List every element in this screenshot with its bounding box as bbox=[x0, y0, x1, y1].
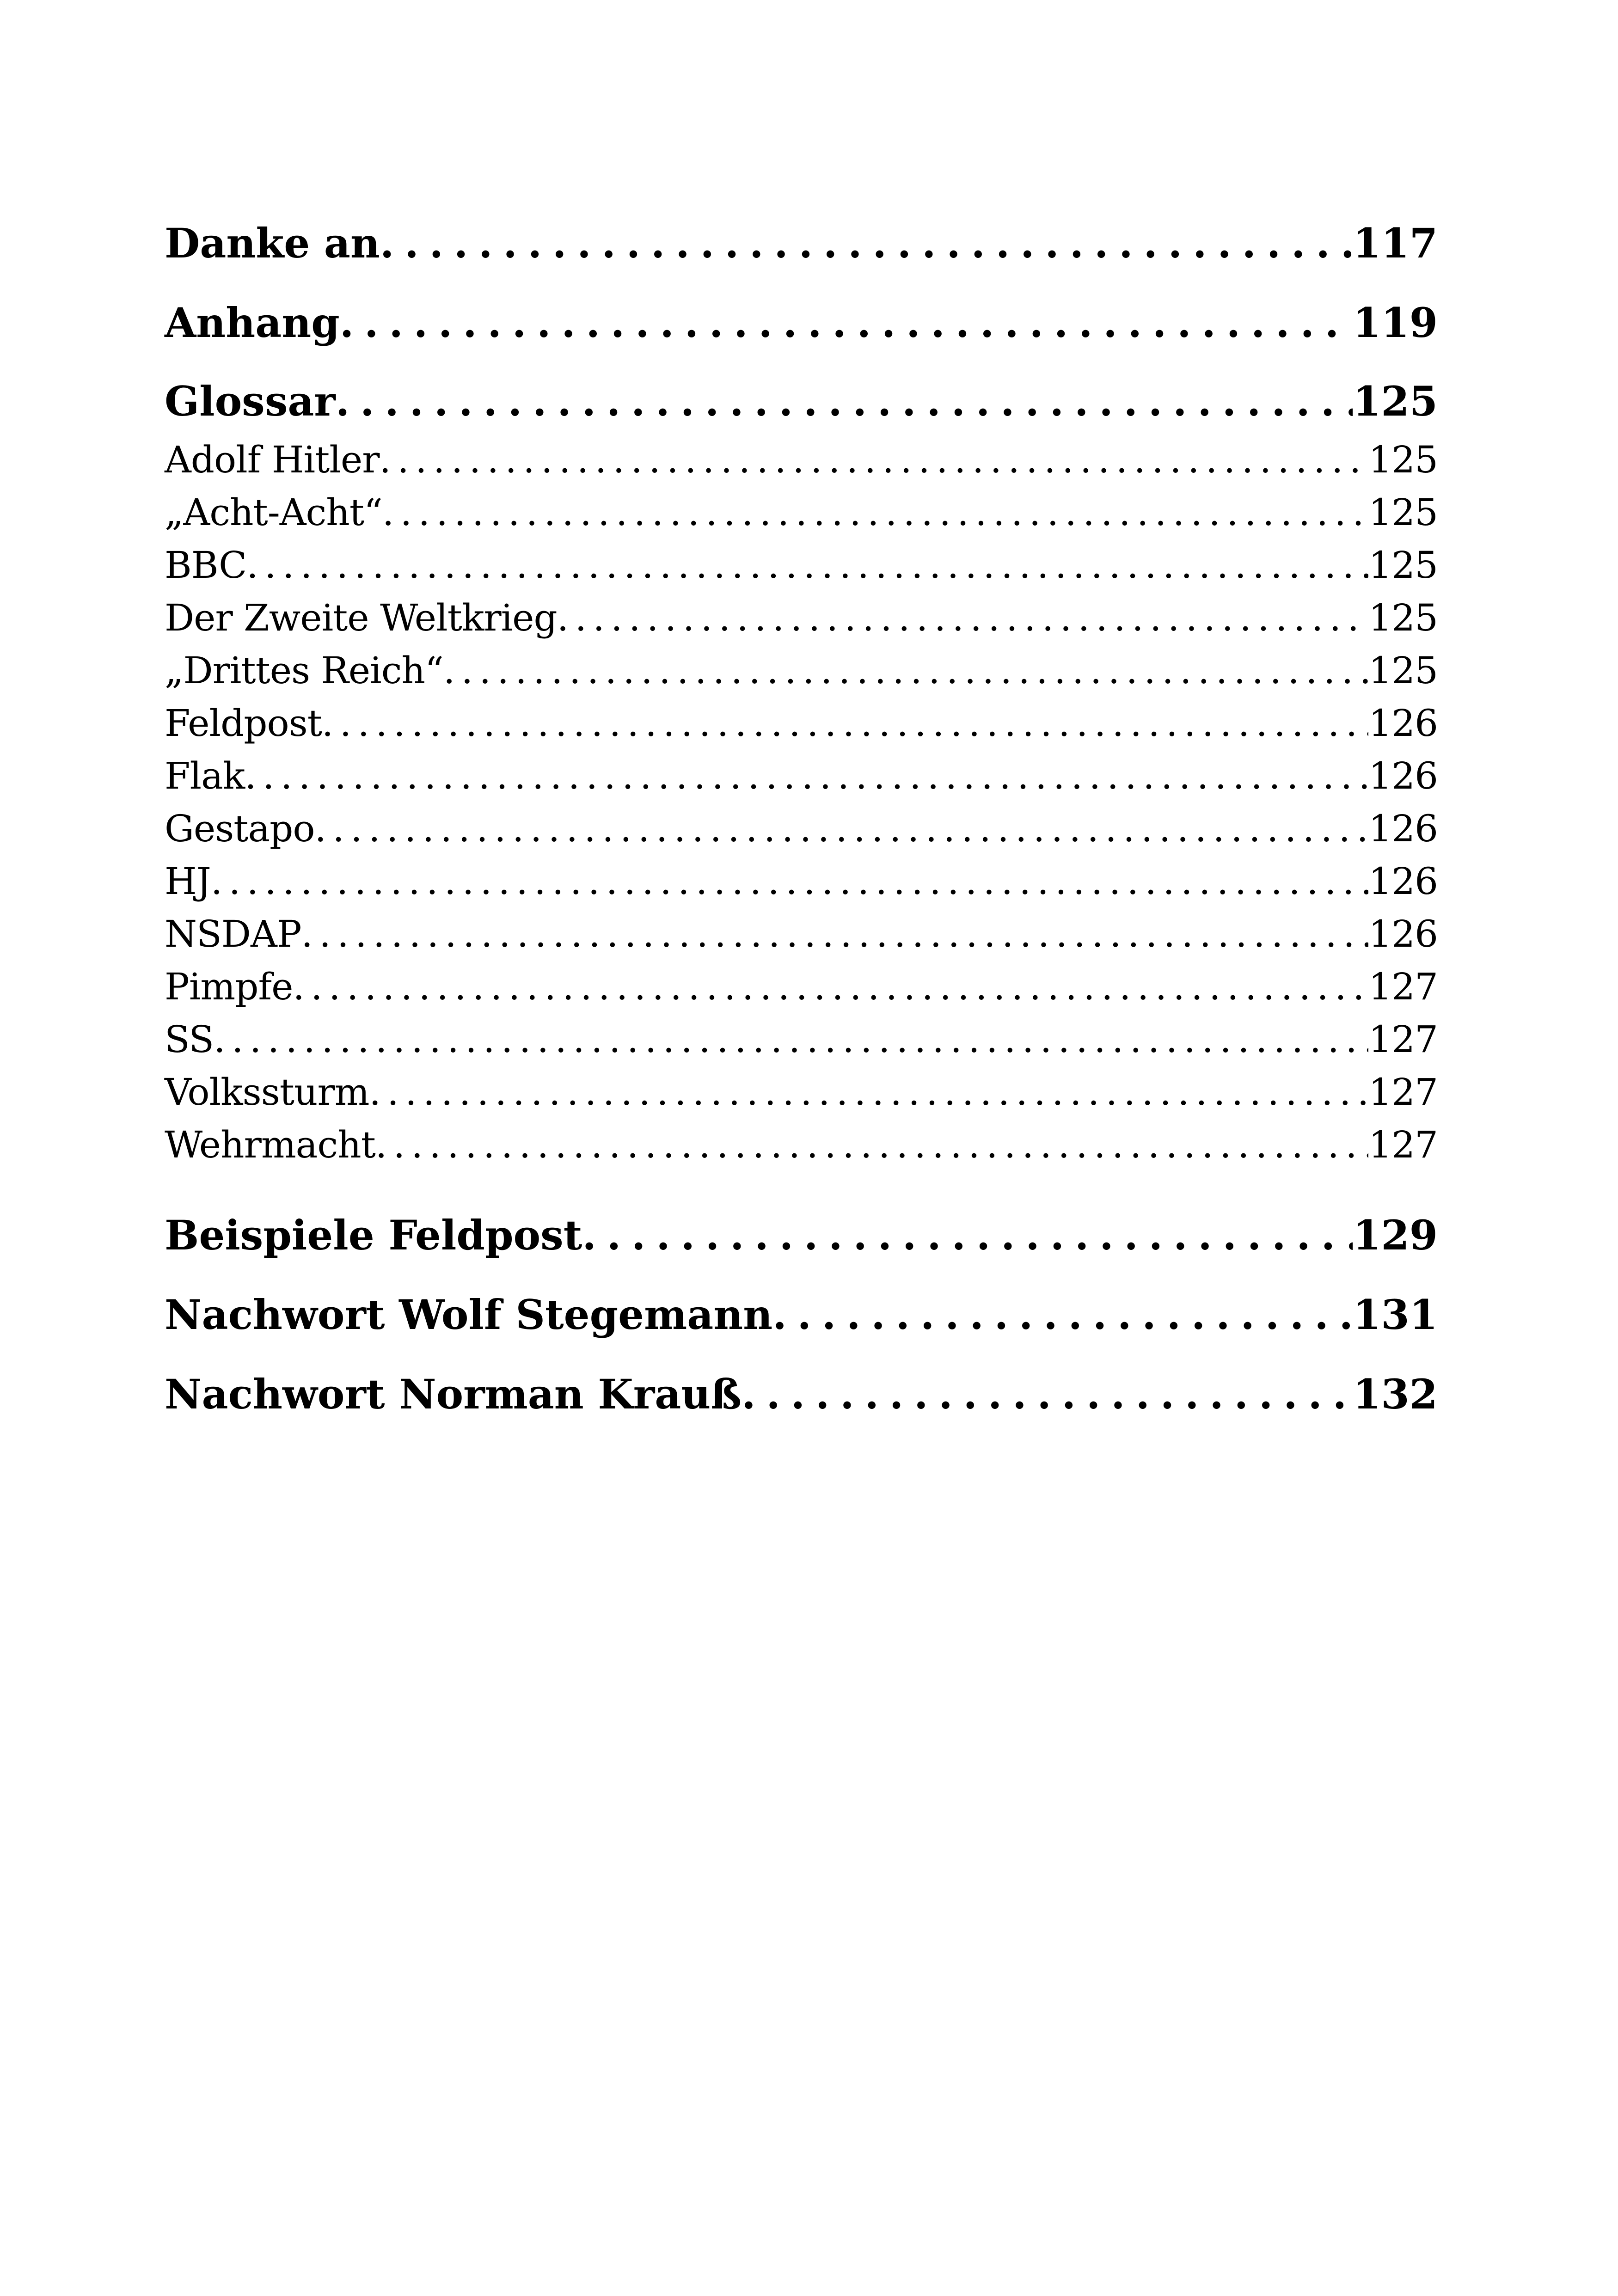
toc-subentry-title: Volkssturm bbox=[165, 1071, 369, 1114]
dot-leader bbox=[742, 1354, 1353, 1434]
toc-subentry-page: 126 bbox=[1368, 754, 1438, 797]
toc-subentry-title: Wehrmacht bbox=[165, 1123, 375, 1166]
dot-leader bbox=[772, 1275, 1353, 1354]
toc-subentry[interactable] bbox=[165, 855, 1438, 908]
toc-subentry-title: NSDAP bbox=[165, 912, 301, 955]
toc-subentry[interactable] bbox=[165, 644, 1438, 697]
toc-subentry-page: 127 bbox=[1368, 965, 1438, 1008]
toc-entry-title: Anhang bbox=[165, 299, 340, 347]
toc-entry-title: Nachwort Wolf Stegemann bbox=[165, 1291, 773, 1339]
dot-leader bbox=[301, 908, 1369, 961]
dot-leader bbox=[380, 203, 1353, 283]
toc-entry-page: 131 bbox=[1353, 1291, 1438, 1339]
toc-entry-beispiele-feldpost[interactable] bbox=[165, 1195, 1438, 1275]
toc-entry-page: 117 bbox=[1353, 219, 1438, 267]
dot-leader bbox=[379, 434, 1368, 486]
toc-subentry[interactable] bbox=[165, 1119, 1438, 1171]
dot-leader bbox=[557, 592, 1369, 644]
toc-entry-nachwort-norman-krauss[interactable] bbox=[165, 1354, 1438, 1434]
toc-subentry-page: 125 bbox=[1368, 438, 1438, 481]
toc-subentry-title: Gestapo bbox=[165, 807, 315, 850]
toc-subentry[interactable] bbox=[165, 1066, 1438, 1119]
toc-subentry[interactable] bbox=[165, 486, 1438, 539]
toc-subentry-title: „Drittes Reich“ bbox=[165, 649, 443, 692]
dot-leader bbox=[211, 855, 1368, 908]
toc-subentry-title: Pimpfe bbox=[165, 965, 293, 1008]
dot-leader bbox=[293, 961, 1368, 1013]
toc-subentry-page: 125 bbox=[1368, 596, 1438, 639]
dot-leader bbox=[246, 539, 1368, 592]
toc-subentry-page: 127 bbox=[1368, 1123, 1438, 1166]
toc-subentry-page: 125 bbox=[1368, 491, 1438, 534]
dot-leader bbox=[443, 644, 1368, 697]
toc-subentry-page: 126 bbox=[1368, 702, 1438, 745]
toc-entry-page: 125 bbox=[1353, 377, 1438, 425]
dot-leader bbox=[340, 283, 1353, 362]
toc-subentry[interactable] bbox=[165, 697, 1438, 750]
toc-subentry[interactable] bbox=[165, 434, 1438, 486]
toc-subentry[interactable] bbox=[165, 750, 1438, 802]
toc-subentry-title: Adolf Hitler bbox=[165, 438, 380, 481]
dot-leader bbox=[336, 369, 1353, 434]
toc-subentry-title: Der Zweite Weltkrieg bbox=[165, 596, 557, 639]
toc-entry-glossar[interactable] bbox=[165, 369, 1438, 434]
toc-entry-page: 132 bbox=[1353, 1370, 1438, 1418]
toc-subentry-title: „Acht-Acht“ bbox=[165, 491, 382, 534]
toc-subentry-page: 125 bbox=[1368, 649, 1438, 692]
toc-subentry[interactable] bbox=[165, 1013, 1438, 1066]
toc-subentry[interactable] bbox=[165, 592, 1438, 644]
toc-entry-page: 119 bbox=[1353, 299, 1438, 347]
toc-subentry-page: 126 bbox=[1368, 860, 1438, 903]
glossary-subentries bbox=[165, 434, 1438, 1171]
dot-leader bbox=[382, 486, 1368, 539]
dot-leader bbox=[582, 1195, 1353, 1275]
toc-subentry-title: BBC bbox=[165, 544, 247, 587]
toc-entry-danke-an[interactable] bbox=[165, 203, 1438, 283]
toc-entry-title: Glossar bbox=[165, 377, 336, 425]
dot-leader bbox=[315, 802, 1369, 855]
toc-subentry[interactable] bbox=[165, 539, 1438, 592]
toc-subentry-page: 126 bbox=[1368, 807, 1438, 850]
toc-entry-title: Beispiele Feldpost bbox=[165, 1211, 582, 1259]
toc-entry-page: 129 bbox=[1353, 1211, 1438, 1259]
dot-leader bbox=[245, 750, 1368, 802]
toc-entry-anhang[interactable] bbox=[165, 283, 1438, 362]
toc-subentry-page: 126 bbox=[1368, 912, 1438, 955]
toc-entry-nachwort-wolf-stegemann[interactable] bbox=[165, 1275, 1438, 1354]
toc-subentry-title: Flak bbox=[165, 754, 245, 797]
dot-leader bbox=[214, 1013, 1368, 1066]
toc-subentry-title: HJ bbox=[165, 860, 211, 903]
toc-subentry-page: 125 bbox=[1368, 544, 1438, 587]
toc-subentry-title: Feldpost bbox=[165, 702, 322, 745]
toc-entry-title: Nachwort Norman Krauß bbox=[165, 1370, 742, 1418]
toc-subentry-page: 127 bbox=[1368, 1071, 1438, 1114]
toc-subentry[interactable] bbox=[165, 802, 1438, 855]
toc-subentry-title: SS bbox=[165, 1018, 214, 1061]
toc-entry-title: Danke an bbox=[165, 219, 380, 267]
dot-leader bbox=[322, 697, 1368, 750]
toc-subentry[interactable] bbox=[165, 961, 1438, 1013]
toc-subentry-page: 127 bbox=[1368, 1018, 1438, 1061]
toc-subentry[interactable] bbox=[165, 908, 1438, 961]
table-of-contents bbox=[165, 203, 1438, 1434]
dot-leader bbox=[375, 1119, 1368, 1171]
dot-leader bbox=[369, 1066, 1369, 1119]
